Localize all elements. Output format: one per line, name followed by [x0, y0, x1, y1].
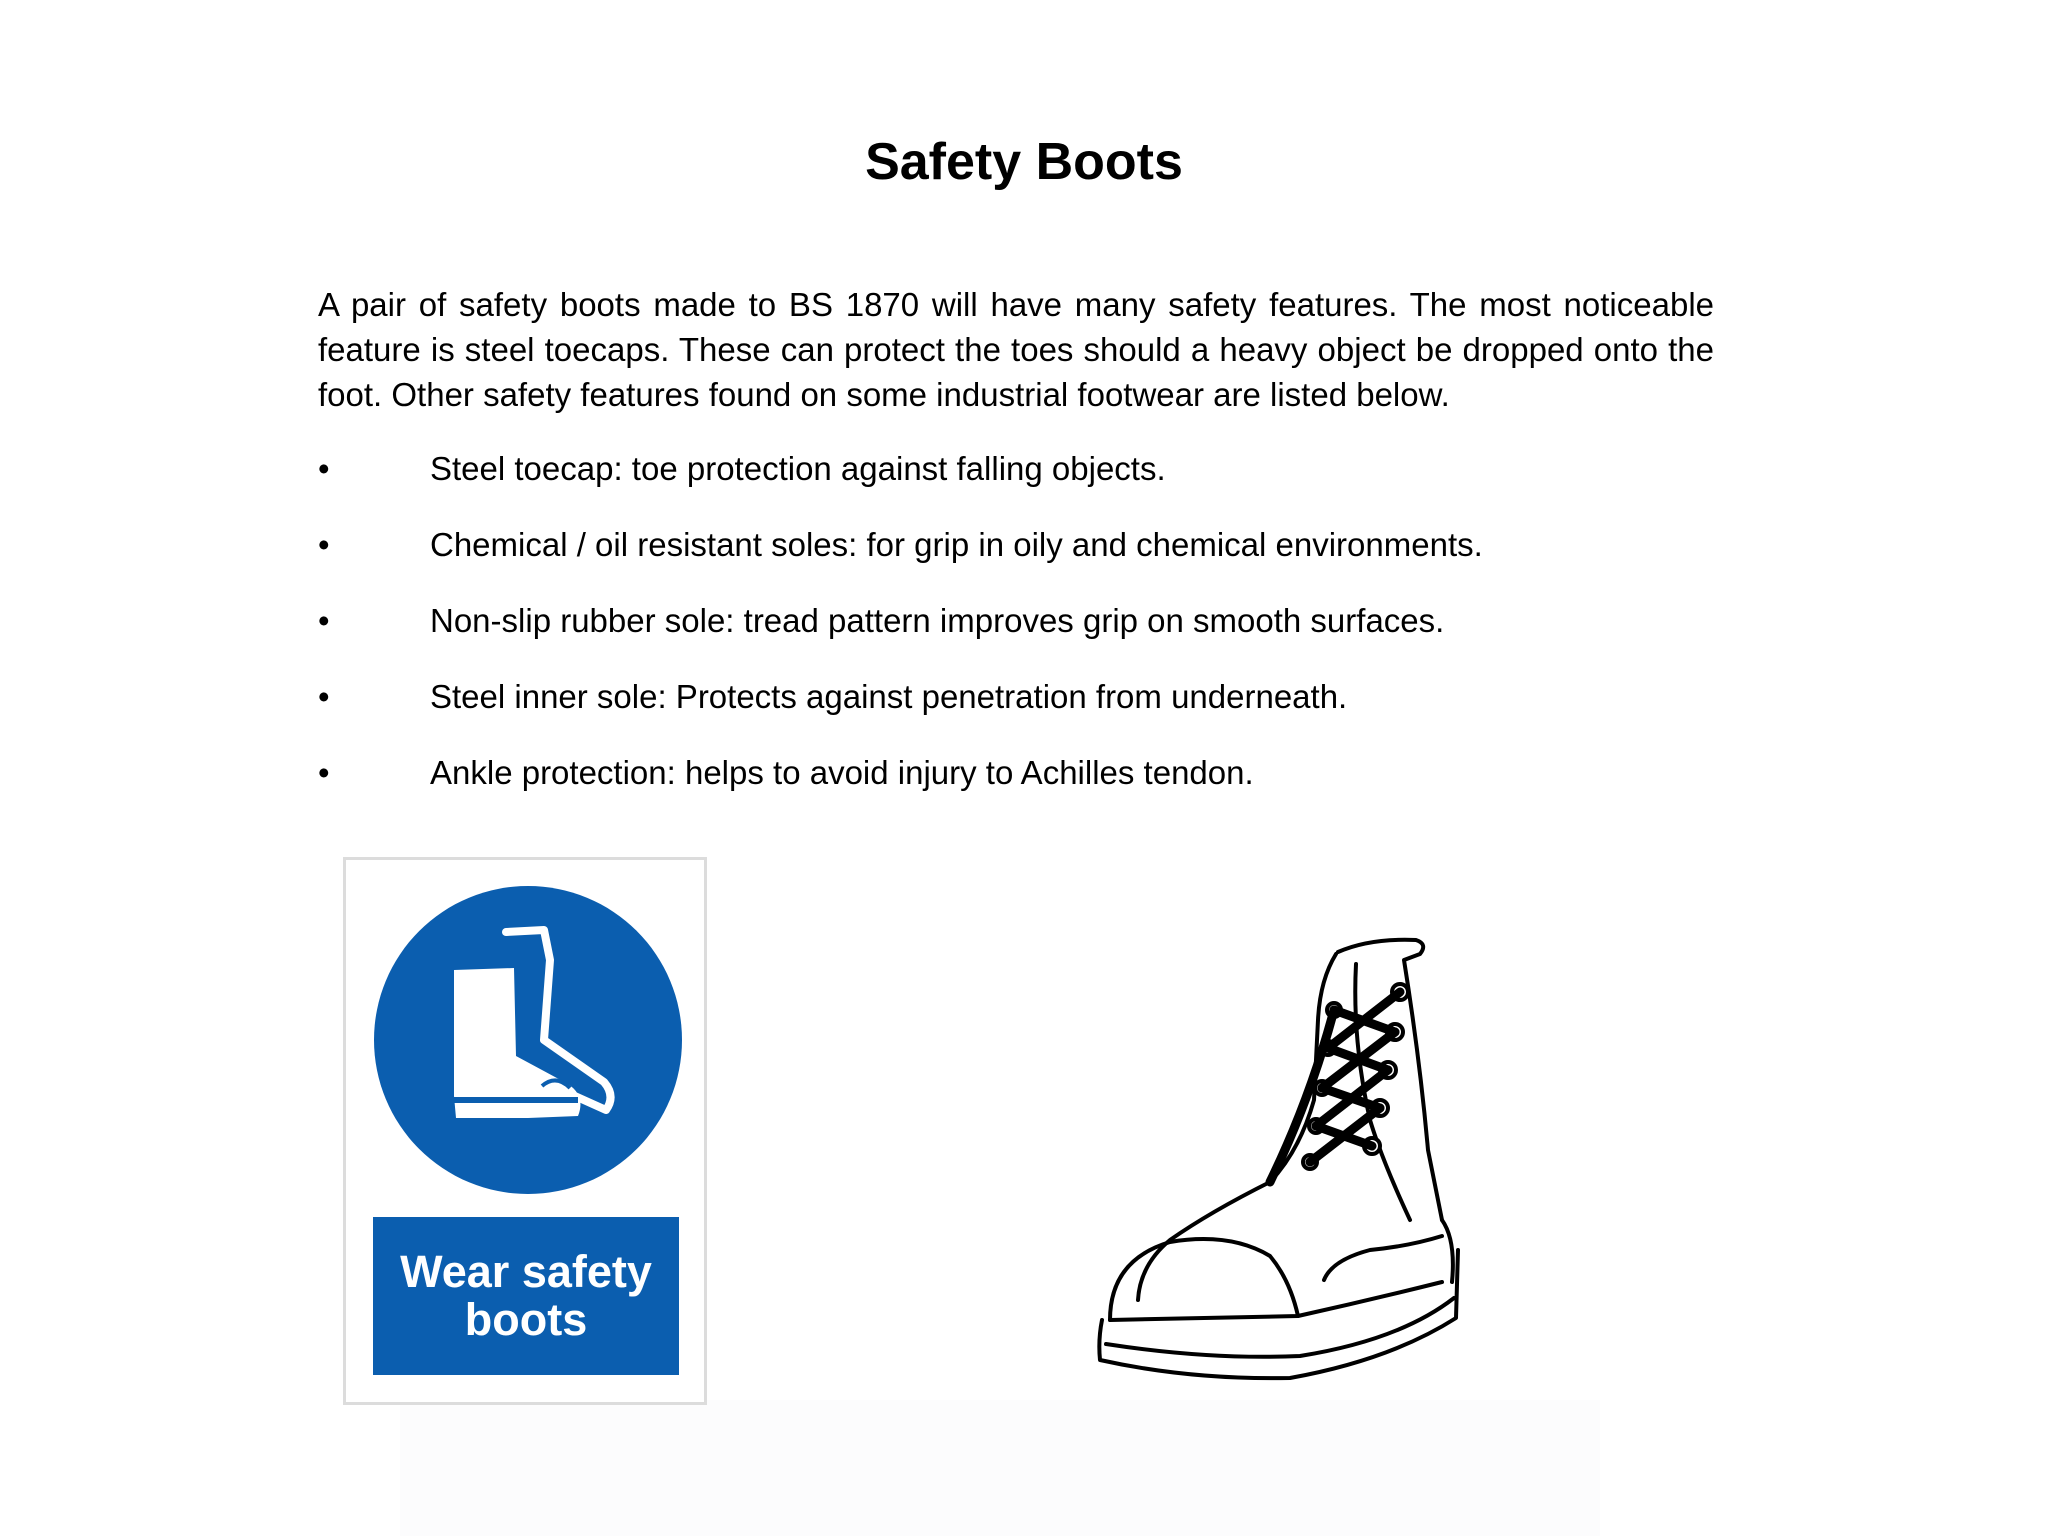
- bullet: •: [318, 602, 330, 639]
- bullet: •: [318, 678, 330, 715]
- intro-paragraph: A pair of safety boots made to BS 1870 will have many safety features. The most noticeable feature is steel toecaps. These can protect the toes should a heavy object be dropped onto the foot. Other safety features found on some industrial footwear are listed below.: [318, 286, 1714, 413]
- bullet: •: [318, 450, 330, 487]
- list-item: [318, 446, 1714, 522]
- bullet: •: [318, 526, 330, 563]
- bullet: •: [318, 754, 330, 791]
- list-item: [318, 522, 1714, 598]
- feature-text: Chemical / oil resistant soles: for grip in oily and chemical environments.: [430, 526, 1483, 563]
- feature-list: [318, 446, 1714, 826]
- list-item: [318, 750, 1714, 826]
- feature-text: Non-slip rubber sole: tread pattern improves grip on smooth surfaces.: [430, 602, 1445, 639]
- feature-text: Steel inner sole: Protects against penetration from underneath.: [430, 678, 1348, 715]
- feature-text: Ankle protection: helps to avoid injury to Achilles tendon.: [430, 754, 1254, 791]
- list-item: [318, 674, 1714, 750]
- sign-panel: [373, 1217, 679, 1375]
- feature-text: Steel toecap: toe protection against falling objects.: [430, 450, 1166, 487]
- sign-text: Wear safety boots: [400, 1246, 652, 1345]
- page-backdrop: [400, 1400, 1600, 1536]
- list-item: [318, 598, 1714, 674]
- safety-sign: [343, 857, 707, 1405]
- page-title: Safety Boots: [865, 133, 1183, 191]
- laced-boot-illustration: [1070, 920, 1570, 1420]
